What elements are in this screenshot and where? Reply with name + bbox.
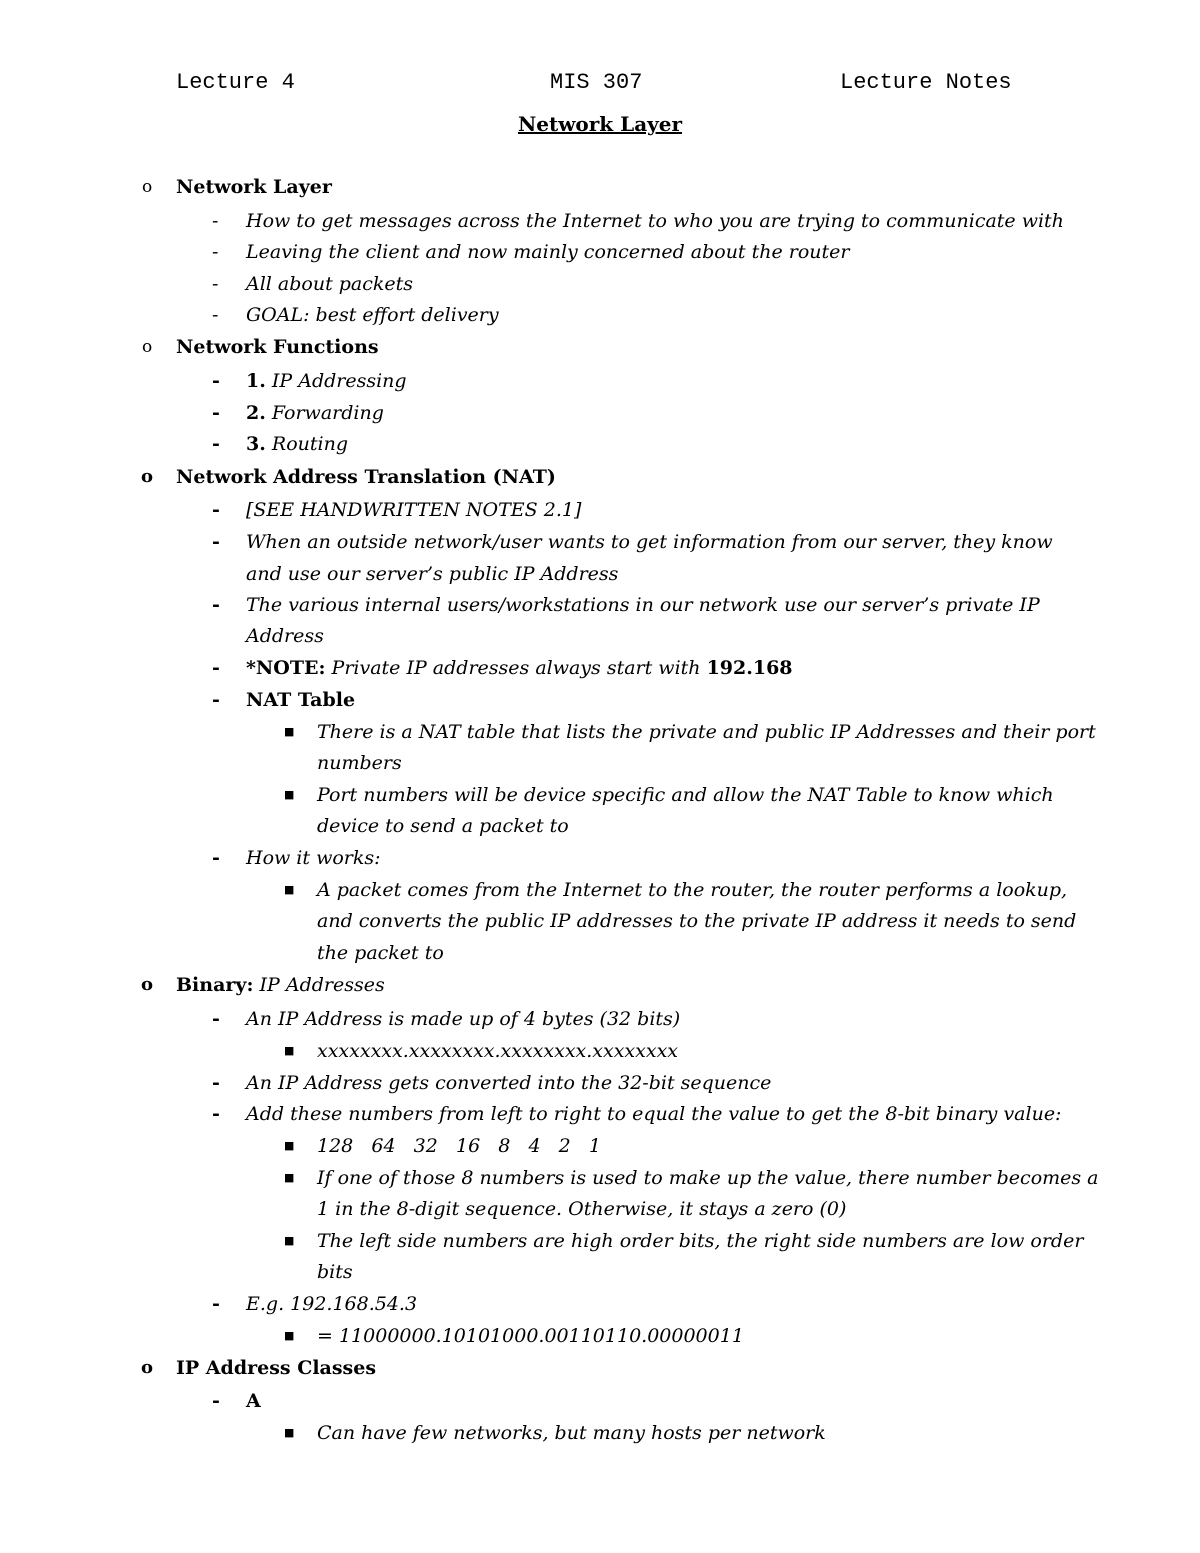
- square-bullet: ■: [284, 883, 295, 896]
- list-item-continued: the packet to: [317, 942, 444, 964]
- section-heading-network-layer: Network Layer: [176, 176, 332, 198]
- dash-bullet: -: [212, 657, 220, 679]
- dash-bullet: -: [212, 1103, 220, 1125]
- list-item: The left side numbers are high order bits, the right side numbers are low order: [317, 1230, 1084, 1252]
- dash-bullet: -: [212, 370, 220, 392]
- list-item: = 11000000.10101000.00110110.00000011: [317, 1325, 744, 1347]
- dash-bullet: -: [212, 1390, 220, 1412]
- list-item: How to get messages across the Internet to who you are trying to communicate with: [246, 210, 1064, 232]
- square-bullet: ■: [284, 1171, 295, 1184]
- class-a-label: A: [246, 1390, 261, 1412]
- section-heading-network-functions: Network Functions: [176, 336, 379, 358]
- list-item: An IP Address gets converted into the 32-bit sequence: [246, 1072, 772, 1094]
- list-item: GOAL: best effort delivery: [246, 304, 499, 326]
- dash-bullet: -: [212, 499, 220, 521]
- list-item: There is a NAT table that lists the private and public IP Addresses and their port: [317, 721, 1096, 743]
- square-bullet: ■: [284, 1329, 295, 1342]
- list-item-continued: Address: [246, 625, 324, 647]
- section-heading-nat: Network Address Translation (NAT): [176, 466, 556, 488]
- item-number: 2.: [246, 402, 266, 424]
- note-value: 192.168: [706, 657, 793, 679]
- square-bullet: ■: [284, 725, 295, 738]
- list-item-continued: and use our server’s public IP Address: [246, 563, 619, 585]
- list-item: [246, 428, 348, 460]
- list-item: All about packets: [246, 273, 414, 295]
- item-text: Forwarding: [271, 402, 384, 424]
- list-item: A packet comes from the Internet to the router, the router performs a lookup,: [317, 879, 1068, 901]
- dash-bullet: -: [212, 304, 219, 326]
- list-item: [246, 397, 384, 429]
- dash-bullet: -: [212, 241, 219, 263]
- item-number: 3.: [246, 433, 266, 455]
- list-item: The various internal users/workstations in our network use our server’s private IP: [246, 594, 1040, 616]
- dash-bullet: -: [212, 433, 220, 455]
- list-item: Add these numbers from left to right to equal the value to get the 8-bit binary value:: [246, 1103, 1062, 1125]
- square-bullet: ■: [284, 1139, 295, 1152]
- list-item: When an outside network/user wants to get information from our server, they know: [246, 531, 1053, 553]
- dash-bullet: -: [212, 594, 220, 616]
- list-item: Leaving the client and now mainly concerned about the router: [246, 241, 850, 263]
- circle-bullet: o: [141, 466, 154, 487]
- note-label: *NOTE:: [246, 657, 326, 679]
- dash-bullet: -: [212, 1072, 220, 1094]
- square-bullet: ■: [284, 1234, 295, 1247]
- list-item: If one of those 8 numbers is used to make up the value, there number becomes a: [317, 1167, 1099, 1189]
- list-item-continued: bits: [317, 1261, 353, 1283]
- list-item-continued: and converts the public IP addresses to the private IP address it needs to send: [317, 910, 1077, 932]
- note-item: [246, 652, 793, 684]
- item-text: IP Addressing: [271, 370, 407, 392]
- dash-bullet: -: [212, 1293, 220, 1315]
- heading-bold-part: Binary:: [176, 974, 254, 996]
- list-item: xxxxxxxx.xxxxxxxx.xxxxxxxx.xxxxxxxx: [317, 1040, 679, 1062]
- list-item: An IP Address is made up of 4 bytes (32 bits): [246, 1008, 681, 1030]
- page-title: Network Layer: [517, 112, 683, 136]
- dash-bullet: -: [212, 689, 220, 711]
- list-item: Port numbers will be device specific and allow the NAT Table to know which: [317, 784, 1054, 806]
- nat-table-heading: NAT Table: [246, 689, 356, 711]
- dash-bullet: -: [212, 273, 219, 295]
- dash-bullet: -: [212, 210, 219, 232]
- list-item: [SEE HANDWRITTEN NOTES 2.1]: [246, 499, 582, 521]
- list-item-continued: numbers: [317, 752, 402, 774]
- section-heading-ip-classes: IP Address Classes: [176, 1357, 377, 1379]
- dash-bullet: -: [212, 402, 220, 424]
- circle-bullet: o: [141, 1357, 154, 1378]
- heading-italic-part: IP Addresses: [259, 974, 385, 996]
- item-text: Routing: [271, 433, 348, 455]
- list-item: E.g. 192.168.54.3: [246, 1293, 418, 1315]
- circle-bullet: o: [141, 974, 154, 995]
- header-center: MIS 307: [550, 70, 643, 95]
- section-heading-binary: [176, 969, 385, 1001]
- list-item: How it works:: [246, 847, 381, 869]
- dash-bullet: -: [212, 1008, 220, 1030]
- list-item: 128 64 32 16 8 4 2 1: [317, 1135, 601, 1157]
- list-item-continued: device to send a packet to: [317, 815, 569, 837]
- square-bullet: ■: [284, 1426, 295, 1439]
- note-text: Private IP addresses always start with: [331, 657, 701, 679]
- square-bullet: ■: [284, 788, 295, 801]
- circle-bullet: o: [142, 177, 153, 197]
- list-item: Can have few networks, but many hosts per network: [317, 1422, 826, 1444]
- square-bullet: ■: [284, 1044, 295, 1057]
- dash-bullet: -: [212, 847, 220, 869]
- circle-bullet: o: [142, 337, 153, 357]
- dash-bullet: -: [212, 531, 220, 553]
- list-item: [246, 365, 407, 397]
- header-right: Lecture Notes: [840, 70, 1012, 95]
- list-item-continued: 1 in the 8-digit sequence. Otherwise, it stays a zero (0): [317, 1198, 847, 1220]
- item-number: 1.: [246, 370, 266, 392]
- header-left: Lecture 4: [176, 70, 295, 95]
